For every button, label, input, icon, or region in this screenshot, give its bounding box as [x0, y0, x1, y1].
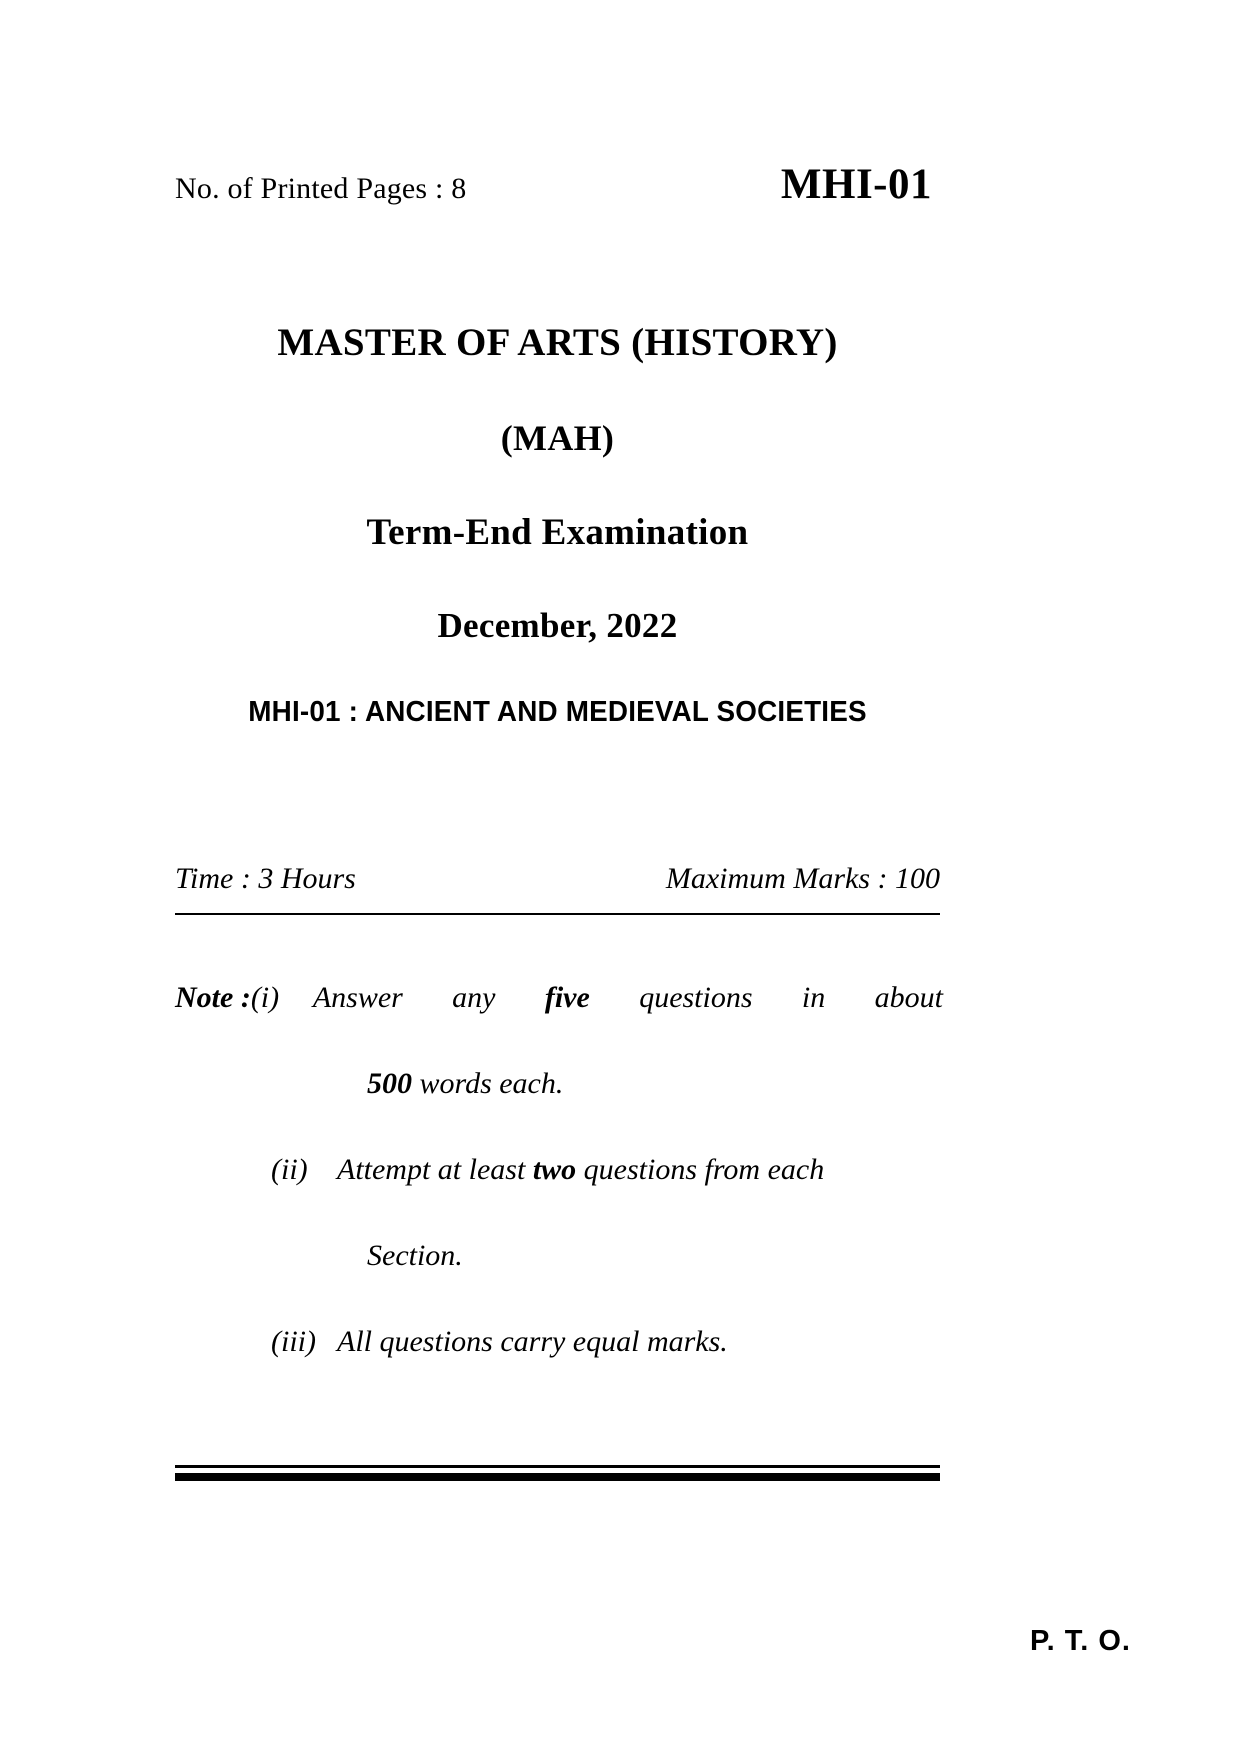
- note-i-line2-rest: words each.: [419, 1067, 564, 1100]
- note-i-word-questions: questions: [639, 981, 753, 1014]
- note-i-word-any: any: [452, 981, 496, 1014]
- note-item-ii: [271, 1127, 943, 1213]
- note-ii-emphasis-two: two: [532, 1153, 577, 1186]
- note-body-i: [313, 955, 943, 1041]
- note-i-emphasis-500: 500: [367, 1067, 412, 1100]
- note-item-iii: [271, 1299, 943, 1385]
- instructions-note-block: [175, 955, 943, 1385]
- program-name: MASTER OF ARTS (HISTORY): [277, 321, 838, 364]
- note-ii-pre: Attempt at least: [337, 1153, 526, 1186]
- note-i-emphasis-five: five: [544, 981, 590, 1014]
- note-i-line2: [367, 1041, 943, 1127]
- maximum-marks: Maximum Marks : 100: [665, 862, 940, 895]
- note-i-word-about: about: [874, 981, 943, 1014]
- divider-thick-line: [175, 1473, 940, 1481]
- note-label: Note :: [175, 981, 251, 1014]
- note-marker-ii: (ii): [271, 1153, 308, 1186]
- note-iii-text: All questions carry equal marks.: [337, 1325, 728, 1358]
- section-divider-double-rule: [175, 1465, 940, 1481]
- note-marker-i: (i): [250, 981, 280, 1014]
- course-subject-title: MHI-01 : ANCIENT AND MEDIEVAL SOCIETIES: [248, 696, 867, 728]
- page-turn-over-label: P. T. O.: [1030, 1625, 1131, 1657]
- examination-type: Term-End Examination: [366, 512, 749, 553]
- note-i-line1: [313, 955, 943, 1041]
- note-marker-iii: (iii): [271, 1325, 316, 1358]
- note-item-i: [175, 955, 943, 1041]
- examination-session: December, 2022: [437, 606, 678, 645]
- divider-thin-line: [175, 1465, 940, 1468]
- note-i-word-in: in: [801, 981, 826, 1014]
- note-ii-post: questions from each: [583, 1153, 825, 1186]
- note-ii-line2: Section.: [367, 1239, 463, 1272]
- page-header: [175, 160, 940, 209]
- meta-divider-rule: [175, 913, 940, 915]
- course-code: MHI-01: [780, 161, 932, 208]
- exam-duration: Time : 3 Hours: [175, 862, 356, 895]
- program-abbreviation: (MAH): [500, 418, 615, 458]
- printed-pages-count: No. of Printed Pages : 8: [175, 172, 467, 205]
- exam-meta-row: [175, 862, 940, 896]
- note-body-ii: [337, 1127, 943, 1213]
- note-i-word-answer: Answer: [312, 981, 403, 1014]
- exam-title-block: [175, 320, 940, 729]
